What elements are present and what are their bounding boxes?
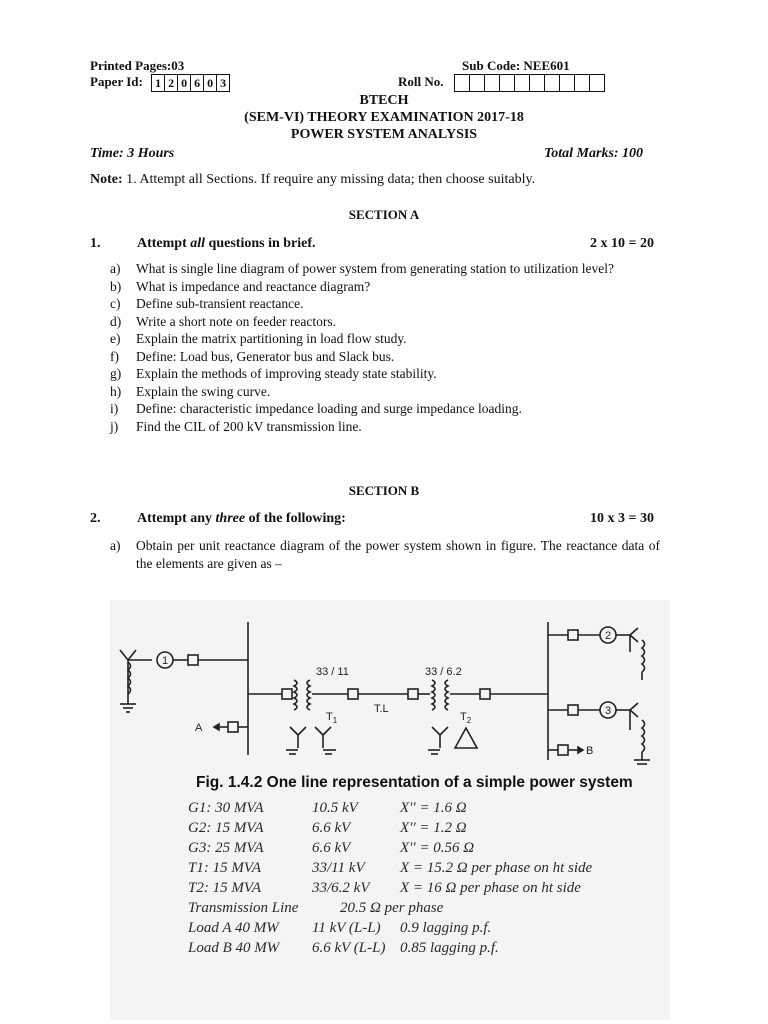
data-cell: Transmission Line (188, 900, 299, 916)
circuit-figure (110, 600, 670, 1020)
item-label: a) (110, 538, 121, 553)
transmission-line-label: T.L (374, 703, 389, 715)
roll-no-label: Roll No. (398, 74, 444, 89)
item-label: g) (110, 366, 122, 381)
data-cell: 10.5 kV (312, 800, 358, 816)
list-item (110, 418, 660, 436)
roll-no-box[interactable] (514, 74, 530, 92)
roll-no-box[interactable] (574, 74, 590, 92)
item-text: Define: characteristic impedance loading and surge impedance loading. (136, 401, 522, 416)
roll-no-box[interactable] (454, 74, 470, 92)
note-text: 1. Attempt all Sections. If require any missing data; then choose suitably. (126, 172, 536, 187)
paper-id-boxes (152, 74, 230, 92)
data-cell: G2: 15 MVA (188, 820, 264, 836)
question-2-number: 2. (90, 511, 101, 526)
t2-label: $T_2$ (460, 711, 472, 725)
paper-id-digit: 0 (177, 74, 191, 92)
item-text: Define sub-transient reactance. (136, 296, 304, 311)
data-cell: X'' = 0.56 Ω (400, 840, 475, 856)
question-1-instruction: Attempt all questions in brief. (137, 236, 316, 251)
paper-id-digit: 1 (151, 74, 165, 92)
t1-ratio-label: 33 / 11 (316, 666, 349, 678)
section-a-questions (110, 260, 660, 435)
section-a-title: SECTION A (348, 207, 420, 222)
list-item (110, 400, 660, 418)
load-b-label: B (586, 745, 594, 757)
load-b (548, 745, 583, 755)
list-item (110, 330, 660, 348)
section-b-title: SECTION B (348, 483, 420, 498)
data-cell: G3: 25 MVA (188, 840, 264, 856)
list-item (110, 365, 660, 383)
paper-id-digit: 6 (190, 74, 204, 92)
paper-id (90, 74, 230, 92)
item-text: Define: Load bus, Generator bus and Slack bus. (136, 348, 395, 364)
data-cell: X = 15.2 Ω per phase on ht side (400, 860, 593, 876)
roll-no-box[interactable] (499, 74, 515, 92)
roll-no-box[interactable] (589, 74, 605, 92)
data-cell: 0.9 lagging p.f. (400, 920, 492, 936)
item-label: f) (110, 348, 119, 364)
data-cell: X'' = 1.6 Ω (400, 800, 467, 816)
roll-no-box[interactable] (559, 74, 575, 92)
item-text: Obtain per unit reactance diagram of the power system shown in figure. The reactance data of the elements are given as – (136, 538, 660, 571)
paper-id-digit: 3 (216, 74, 230, 92)
roll-no-box[interactable] (544, 74, 560, 92)
item-label: b) (110, 278, 122, 294)
data-row (188, 800, 608, 820)
paper-id-digit: 0 (203, 74, 217, 92)
list-item (110, 260, 660, 278)
sub-code: Sub Code: NEE601 (462, 58, 570, 73)
roll-no-boxes (455, 74, 605, 92)
question-2-marks: 10 x 3 = 30 (590, 511, 654, 526)
paper-id-label: Paper Id: (90, 74, 143, 89)
item-text: Write a short note on feeder reactors. (136, 313, 336, 329)
data-cell: X = 16 Ω per phase on ht side (400, 880, 581, 896)
item-label: d) (110, 313, 122, 329)
item-text: Explain the methods of improving steady state stability. (136, 366, 437, 381)
question-1-marks: 2 x 10 = 20 (590, 236, 654, 251)
section-b-questions (110, 537, 660, 572)
t2-ratio-label: 33 / 6.2 (425, 666, 462, 678)
item-label: c) (110, 296, 121, 311)
roll-no (398, 74, 605, 92)
data-cell: 20.5 Ω per phase (340, 900, 444, 916)
data-row (188, 900, 608, 920)
generator-1-label: 1 (162, 655, 169, 667)
roll-no-box[interactable] (469, 74, 485, 92)
list-item (110, 295, 660, 313)
data-cell: 33/6.2 kV (312, 880, 370, 896)
data-cell: T2: 15 MVA (188, 880, 262, 896)
generator-2 (548, 627, 645, 680)
data-cell: 11 kV (L-L) (312, 920, 381, 936)
data-cell: 0.85 lagging p.f. (400, 940, 499, 956)
list-item (110, 348, 660, 366)
data-cell: 6.6 kV (L-L) (312, 940, 386, 956)
load-a (214, 722, 248, 732)
figure-caption: Fig. 1.4.2 One line representation of a simple power system (196, 774, 633, 791)
data-cell: 33/11 kV (312, 860, 365, 876)
item-text: Explain the matrix partitioning in load flow study. (136, 331, 407, 346)
note-label: Note: (90, 172, 123, 187)
list-item (110, 278, 660, 296)
exam-time: Time: 3 Hours (90, 146, 175, 161)
data-cell: Load A 40 MW (188, 920, 279, 936)
t1-winding-symbols (286, 727, 336, 754)
data-row (188, 940, 608, 960)
item-label: a) (110, 261, 121, 276)
data-row (188, 860, 608, 880)
note (90, 172, 535, 188)
roll-no-box[interactable] (484, 74, 500, 92)
paper-id-digit: 2 (164, 74, 178, 92)
load-a-label: A (195, 722, 203, 734)
generator-2-label: 2 (605, 630, 612, 642)
subject-title: POWER SYSTEM ANALYSIS (290, 127, 478, 142)
data-row (188, 840, 608, 860)
item-label: e) (110, 331, 121, 346)
data-cell: Load B 40 MW (188, 940, 280, 956)
item-label: h) (110, 383, 122, 399)
generator-1 (120, 650, 248, 712)
generator-3-label: 3 (605, 705, 612, 717)
roll-no-box[interactable] (529, 74, 545, 92)
data-row (188, 920, 608, 940)
item-text: What is impedance and reactance diagram? (136, 278, 371, 294)
data-cell: 6.6 kV (312, 820, 351, 836)
item-label: i) (110, 401, 119, 416)
t2-winding-symbols (428, 727, 477, 754)
t1-label: $T_1$ (326, 711, 338, 725)
transformer-line-path (248, 680, 548, 710)
data-cell: G1: 30 MVA (188, 800, 264, 816)
data-row (188, 880, 608, 900)
printed-pages: Printed Pages:03 (90, 58, 185, 73)
item-text: Explain the swing curve. (136, 383, 271, 399)
data-row (188, 820, 608, 840)
question-2-instruction: Attempt any three of the following: (137, 511, 346, 526)
degree-title: BTECH (359, 93, 409, 108)
data-cell: 6.6 kV (312, 840, 351, 856)
total-marks: Total Marks: 100 (544, 146, 644, 161)
question-1-number: 1. (90, 236, 101, 251)
item-text: Find the CIL of 200 kV transmission line. (136, 418, 362, 434)
list-item (110, 537, 660, 572)
exam-title: (SEM-VI) THEORY EXAMINATION 2017-18 (244, 110, 524, 125)
item-label: j) (110, 418, 119, 434)
list-item (110, 383, 660, 401)
data-cell: T1: 15 MVA (188, 860, 262, 876)
list-item (110, 313, 660, 331)
item-text: What is single line diagram of power system from generating station to utilization level? (136, 261, 614, 276)
data-cell: X'' = 1.2 Ω (400, 820, 467, 836)
